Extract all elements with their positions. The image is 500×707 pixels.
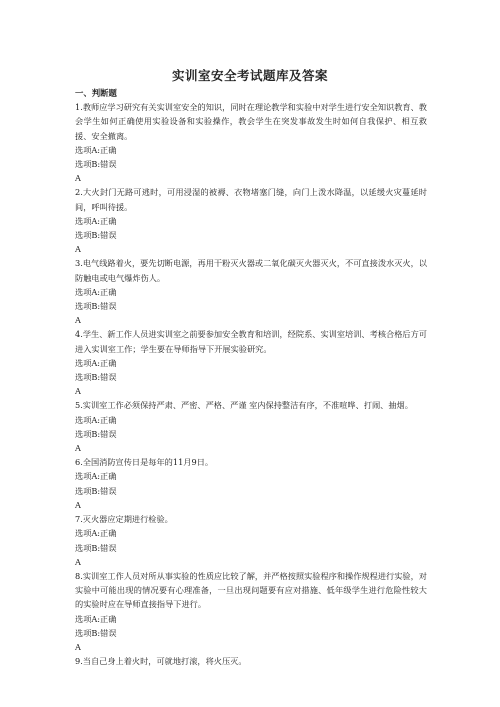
question-3 bbox=[75, 256, 427, 327]
answer: A bbox=[75, 499, 81, 510]
option-b: 选项B:错误 bbox=[75, 485, 117, 496]
question-stem: 3.电气线路着火，要先切断电源，再用干粉灭火器或二氧化碳灭火器灭火，不可直接泼水灭火，以防触电或电气爆炸伤人。 bbox=[75, 258, 427, 283]
option-a: 选项A:正确 bbox=[75, 357, 117, 368]
option-b: 选项B:错误 bbox=[75, 428, 117, 439]
option-a: 选项A:正确 bbox=[75, 528, 117, 539]
question-stem: 5.实训室工作必须保持严肃、严密、严格、严谨 室内保持整洁有序，不准喧哗、打闹、抽烟。 bbox=[75, 400, 413, 411]
question-stem: 6.全国消防宣传日是每年的11月9日。 bbox=[75, 457, 214, 468]
document-title: 实训室安全考试题库及答案 bbox=[171, 68, 328, 83]
question-stem: 2.大火封门无路可逃时，可用浸湿的被褥、衣物堵塞门缝，向门上泼水降温，以延缓火灾蔓延时间，呼叫待援。 bbox=[75, 187, 427, 212]
option-b: 选项B:错误 bbox=[75, 230, 117, 241]
option-b: 选项B:错误 bbox=[75, 159, 117, 170]
option-b: 选项B:错误 bbox=[75, 627, 117, 638]
question-5 bbox=[75, 398, 427, 455]
question-4 bbox=[75, 327, 427, 398]
option-b: 选项B:错误 bbox=[75, 542, 117, 553]
question-stem: 1.教师应学习研究有关实训室安全的知识，同时在理论教学和实验中对学生进行安全知识教育、教会学生如何正确使用实验设备和实验操作，教会学生在突发事故发生时如何自我保护、相互救援、安全撤离。 bbox=[75, 102, 427, 141]
question-stem: 4.学生、新工作人员进实训室之前要参加安全教育和培训，经院系、实训室培训、考核合格后方可进入实训室工作；学生要在导师指导下开展实验研究。 bbox=[75, 329, 427, 354]
option-a: 选项A:正确 bbox=[75, 215, 117, 226]
question-8 bbox=[75, 569, 427, 654]
answer: A bbox=[75, 244, 81, 255]
answer: A bbox=[75, 641, 81, 652]
section-heading: 一、判断题 bbox=[75, 88, 117, 98]
question-7 bbox=[75, 512, 427, 569]
option-b: 选项B:错误 bbox=[75, 301, 117, 312]
document-body bbox=[75, 86, 427, 668]
option-a: 选项A:正确 bbox=[75, 414, 117, 425]
answer: A bbox=[75, 173, 81, 184]
option-b: 选项B:错误 bbox=[75, 372, 117, 383]
question-1 bbox=[75, 100, 427, 185]
option-a: 选项A:正确 bbox=[75, 471, 117, 482]
answer: A bbox=[75, 556, 81, 567]
question-9 bbox=[75, 654, 427, 668]
question-stem: 8.实训室工作人员对所从事实验的性质应比较了解，并严格按照实验程序和操作规程进行实验，对实验中可能出现的情况要有心理准备，一旦出现问题要有应对措施、低年级学生进行危险性较大的实验时应在导师直接指导下进行。 bbox=[75, 570, 427, 610]
answer: A bbox=[75, 443, 81, 454]
question-stem: 7.灭火器应定期进行检验。 bbox=[75, 514, 173, 525]
answer: A bbox=[75, 315, 81, 326]
option-a: 选项A:正确 bbox=[75, 286, 117, 297]
question-stem: 9.当自己身上着火时，可就地打滚，将火压灭。 bbox=[75, 656, 247, 667]
answer: A bbox=[75, 386, 81, 397]
option-a: 选项A:正确 bbox=[75, 613, 117, 624]
question-6 bbox=[75, 455, 427, 512]
option-a: 选项A:正确 bbox=[75, 144, 117, 155]
question-2 bbox=[75, 185, 427, 256]
